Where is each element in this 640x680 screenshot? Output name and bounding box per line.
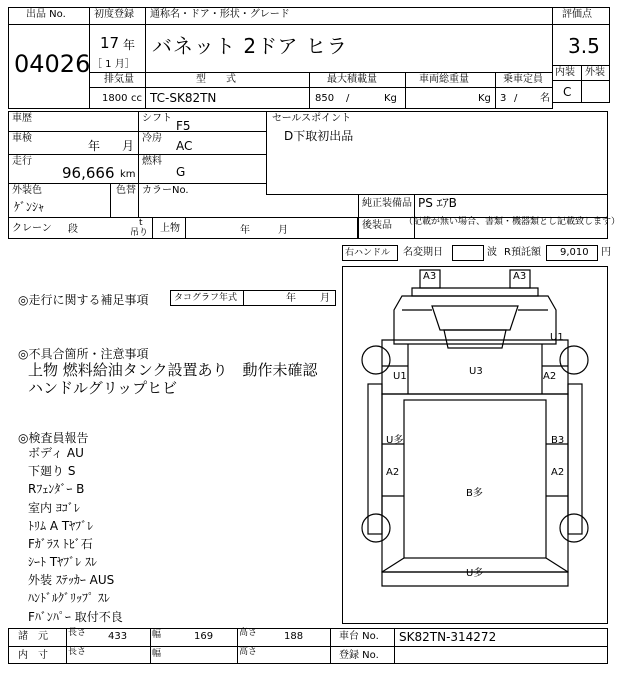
color-no-label: カラーNo. [142,185,189,196]
inspector-line-8: 外装 ｽﾃｯｶｰ AUS [28,573,115,587]
inspector-line-2: 下廻り S [28,464,76,478]
inspector-line-1: ボディ AU [28,446,84,460]
capacity-unit: 名 [540,93,550,104]
wave-label: 波 [487,247,497,258]
model-code-label: 型 式 [196,74,236,85]
grade-label: 評価点 [562,9,592,20]
model-code: TC-SK82TN [150,91,217,105]
odometer-change-label: 名変期日 [403,247,443,258]
sales-point-value: D下取初出品 [284,129,354,143]
length-label: 長さ [68,628,87,638]
crane-stage: 段 [68,224,78,235]
steering-value: 右ハンドル [345,248,391,258]
interior-grade: C [563,85,572,99]
mileage-unit: km [120,169,136,180]
front-right-wheel-icon [560,346,588,374]
r-deposit-label: R預託額 [504,247,541,258]
upper-label: 上物 [160,223,180,234]
lot-label: 出品 No. [26,9,66,20]
defects-header: ◎不具合箇所・注意事項 [18,347,149,361]
aftermarket-label: 後装品 [362,220,392,231]
year-unit: 年 [123,38,136,52]
gross-weight-unit: Kg [478,93,491,104]
in-height-label: 高さ [239,647,258,657]
first-reg-month: ［ 1 月］ [92,59,135,70]
history-label: 車歴 [12,113,32,124]
genuine-value: PS ｴｱB [418,196,457,210]
width-value: 169 [194,631,214,642]
inspector-line-9: ﾊﾝﾄﾞﾙｸﾞﾘｯﾌﾟ ｽﾚ [28,591,110,605]
genuine-label: 純正装備品 [362,198,412,209]
crane-hang: 吊り [130,228,149,238]
displacement-value: 1800 [102,93,128,104]
model-name-label: 通称名・ドア・形状・グレード [150,9,290,20]
r-deposit-value: 9,010 [560,247,589,258]
height-value: 188 [284,631,304,642]
ac-label: 冷房 [142,133,162,144]
ac-value: AC [176,139,193,153]
tacho-label: タコグラフ年式 [174,293,238,303]
height-label: 高さ [239,628,258,638]
front-left-wheel-icon [362,346,390,374]
mark-right-gate-2: A2 [551,467,565,478]
shift-label: シフト [142,113,172,124]
max-load-unit: Kg [384,93,397,104]
cab-roof-icon [412,288,538,296]
max-load-label: 最大積載量 [327,74,377,85]
mark-right-door: A2 [543,371,557,382]
inspector-line-7: ｼｰﾄ Tﾔﾌﾞﾚ ｽﾚ [28,555,97,569]
rear-right-wheel-icon [560,514,588,542]
mark-cab: U3 [469,366,483,377]
bed-icon [382,394,568,572]
crane-label: クレーン [12,223,52,234]
color-label: 外装色 [12,185,42,196]
inspector-line-6: Fｶﾞﾗｽ ﾄﾋﾞ石 [28,537,93,551]
model-name: バネット 2ドア ヒラ [152,34,348,58]
first-reg-year: 17 [100,34,120,52]
capacity-label: 乗車定員 [503,74,543,85]
width-label: 幅 [152,630,162,640]
inspector-line-4: 室内 ﾖｺﾞﾚ [28,501,80,515]
mark-right-mirror: A3 [513,271,527,282]
defect-line-1: 上物 燃料給油タンク設置あり 動作未確認 [28,361,318,379]
crane-row [8,217,358,239]
inspection-year: 年 [88,139,101,153]
fuel-label: 燃料 [142,156,162,167]
mark-bed: B多 [466,488,483,499]
odometer-change-box [452,245,484,261]
inspector-header: ◎検査員報告 [18,431,89,445]
inspector-line-10: Fﾊﾞﾝﾊﾟｰ 取付不良 [28,610,123,624]
interior-dims-label: 内 寸 [18,650,48,661]
in-length-label: 長さ [68,647,87,657]
tacho-month: 月 [320,293,330,304]
first-reg-label: 初度登録 [94,9,134,20]
inspector-line-3: Rﾌｪﾝﾀﾞｰ B [28,482,85,496]
inspector-line-5: ﾄﾘﾑ A Tﾔﾌﾞﾚ [28,519,94,533]
registration-label: 登録 No. [339,650,379,661]
color-change-label: 色替 [116,185,136,196]
mark-rear-gate: U多 [466,568,484,579]
mileage-value: 96,666 [62,164,115,182]
cab-icon [394,296,556,344]
capacity-sep: / [514,93,518,104]
aftermarket-note: （記載が無い場合、書類・機器類とし記載致します） [404,217,621,227]
chassis-label: 車台 No. [339,631,379,642]
color-value: ｹﾞﾝｼｬ [14,200,45,214]
mark-left-gate: U多 [386,435,404,446]
chassis-value: SK82TN-314272 [399,630,497,644]
driving-notes-header: ◎走行に関する補足事項 [18,293,149,307]
defect-line-2: ハンドルグリップヒビ [28,379,178,397]
mileage-label: 走行 [12,156,32,167]
mark-right-fender: U1 [550,332,564,343]
shift-value: F5 [176,119,191,133]
inspection-label: 車検 [12,133,32,144]
crane-ton: t [139,218,143,228]
mark-left-gate-2: A2 [386,467,400,478]
in-width-label: 幅 [152,649,162,659]
upper-month: 月 [278,225,288,236]
grade-value: 3.5 [568,34,600,58]
exterior-label: 外装 [585,67,605,78]
displacement-label: 排気量 [104,74,134,85]
max-load-sep: / [346,93,350,104]
sales-point-label: セールスポイント [272,113,352,124]
inspection-month: 月 [122,139,135,153]
mark-left-door: U1 [393,371,407,382]
r-deposit-unit: 円 [601,247,611,258]
lot-number: 04026 [14,50,91,78]
max-load-value: 850 [315,93,335,104]
capacity-value: 3 [500,93,507,104]
displacement-unit: cc [131,93,142,104]
mark-left-mirror: A3 [423,271,437,282]
interior-label: 内装 [555,67,575,78]
tacho-year: 年 [286,293,296,304]
dims-label: 諸 元 [18,631,48,642]
gross-weight-label: 車両総重量 [419,74,469,85]
upper-year: 年 [240,225,250,236]
length-value: 433 [108,631,128,642]
mark-right-gate: B3 [551,435,565,446]
fuel-value: G [176,165,186,179]
rear-left-wheel-icon [362,514,390,542]
